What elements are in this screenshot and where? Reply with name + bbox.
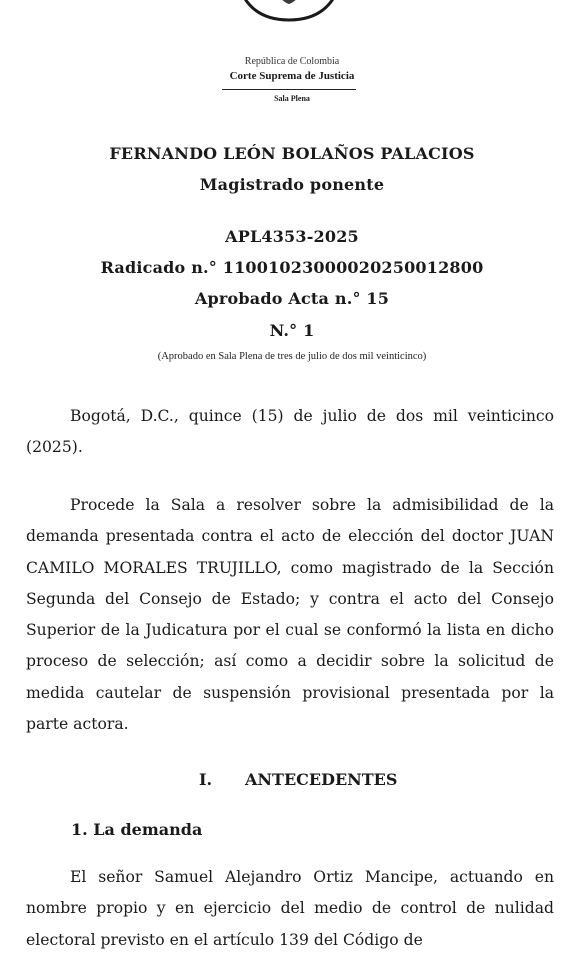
approval-note: (Aprobado en Sala Plena de tres de julio de dos mil veinticinco) <box>157 351 427 362</box>
date-paragraph-text: Bogotá, D.C., quince (15) de julio de dos mil veinticinco (2025). <box>26 407 554 457</box>
intro-paragraph-text: Procede la Sala a resolver sobre la admisibilidad de la demanda presentada contra el acto de elección del doctor JUAN CAMILO MORALES TRUJILLO, como magistrado de la Sección Segunda del Consejo de Estado; y contra el acto del Consejo Superior de la Judicatura por el cual se conformó la lista en dicho proceso de selección; así como a decidir sobre la solicitud de medida cautelar de suspensión provisional presentada por la parte actora. <box>26 496 554 734</box>
intro-paragraph <box>26 490 554 740</box>
judge-name: FERNANDO LEÓN BOLAÑOS PALACIOS <box>109 144 475 163</box>
court-name: Corte Suprema de Justicia <box>229 70 355 82</box>
section-title: ANTECEDENTES <box>245 770 398 789</box>
coat-of-arms-seal <box>233 0 345 22</box>
chamber-label: Sala Plena <box>274 94 310 103</box>
radicado-number: Radicado n.° 11001023000020250012800 <box>100 258 484 277</box>
republic-label: República de Colombia <box>244 56 340 67</box>
demand-paragraph-text: El señor Samuel Alejandro Ortiz Mancipe, actuando en nombre propio y en ejercicio del medio de control de nulidad electoral previsto en el artículo 139 del Código de <box>26 868 554 949</box>
demand-paragraph <box>26 862 554 956</box>
section-number: I. <box>199 770 213 789</box>
subsection-title: 1. La demanda <box>71 820 203 839</box>
header-divider <box>222 89 356 90</box>
judge-role: Magistrado ponente <box>199 175 385 194</box>
date-paragraph <box>26 401 554 464</box>
decision-id: APL4353-2025 <box>225 227 359 246</box>
decision-number: N.° 1 <box>269 321 315 340</box>
acta-number: Aprobado Acta n.° 15 <box>194 289 390 308</box>
